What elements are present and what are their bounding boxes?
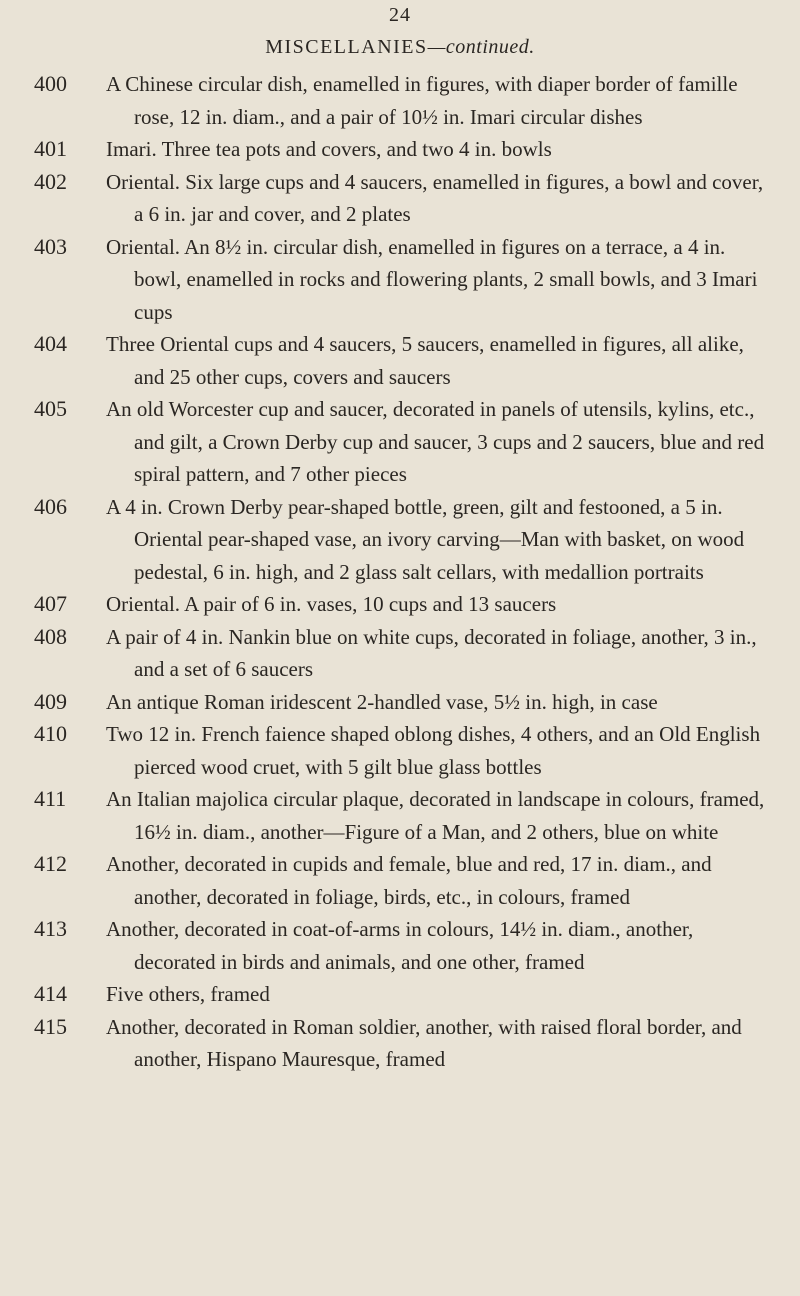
lot-number: 405 (34, 396, 67, 421)
lot-number: 406 (34, 493, 67, 519)
lot-entry (0, 848, 800, 913)
lot-number: 411 (34, 786, 67, 811)
lot-description: An Italian majolica circular plaque, decorated in landscape in colours, framed, 16½ in. diam., another—Figure of a Man, and 2 others, blue on white (106, 787, 765, 844)
lot-entry (0, 491, 800, 589)
lot-description: A 4 in. Crown Derby pear-shaped bottle, green, gilt and festooned, a 5 in. Oriental pear-shaped vase, an ivory carving—Man with basket, on wood pedestal, 6 in. high, and 2 glass salt cellars, with medallion portraits (106, 494, 745, 584)
lot-entry (0, 133, 800, 166)
heading-continued: —continued. (427, 36, 535, 58)
lot-description: Oriental. A pair of 6 in. vases, 10 cups and 13 saucers (106, 592, 557, 616)
lot-number: 401 (34, 136, 67, 161)
lot-description: A pair of 4 in. Nankin blue on white cups, decorated in foliage, another, 3 in., and a set of 6 saucers (106, 624, 757, 681)
lot-number: 410 (34, 721, 67, 746)
lot-number: 409 (34, 688, 67, 714)
lot-description: A Chinese circular dish, enamelled in figures, with diaper border of famille rose, 12 in. diam., and a pair of 10½ in. Imari circular dishes (106, 72, 738, 129)
lot-entry (0, 783, 800, 848)
lot-entry (0, 328, 800, 393)
lot-description: Three Oriental cups and 4 saucers, 5 saucers, enamelled in figures, all alike, and 25 other cups, covers and saucers (106, 332, 744, 389)
lot-number: 414 (34, 981, 67, 1006)
lot-number: 402 (34, 168, 67, 194)
lot-entry (0, 231, 800, 329)
lot-number: 400 (34, 71, 67, 96)
lot-description: Another, decorated in Roman soldier, another, with raised floral border, and another, Hispano Mauresque, framed (106, 1014, 742, 1071)
lot-number: 407 (34, 591, 67, 616)
lot-entry (0, 588, 800, 621)
lot-entry (0, 393, 800, 491)
lot-number: 408 (34, 623, 67, 649)
lot-entry (0, 68, 800, 133)
lot-entry (0, 718, 800, 783)
lot-description: Five others, framed (106, 982, 270, 1006)
lot-description: Another, decorated in cupids and female, blue and red, 17 in. diam., and another, decorated in foliage, birds, etc., in colours, framed (106, 852, 712, 909)
lot-entry (0, 1011, 800, 1076)
lot-entry (0, 686, 800, 719)
lot-number: 412 (34, 851, 67, 876)
lot-description: Oriental. An 8½ in. circular dish, enamelled in figures on a terrace, a 4 in. bowl, enamelled in rocks and flowering plants, 2 small bowls, and 3 Imari cups (106, 234, 758, 324)
lot-entry (0, 978, 800, 1011)
lot-description: An old Worcester cup and saucer, decorated in panels of utensils, kylins, etc., and gilt, a Crown Derby cup and saucer, 3 cups and 2 saucers, blue and red spiral pattern, and 7 other pieces (106, 397, 765, 486)
lot-number: 403 (34, 233, 67, 259)
section-heading (0, 36, 800, 59)
lot-description: Two 12 in. French faience shaped oblong dishes, 4 others, and an Old English pierced wood cruet, with 5 gilt blue glass bottles (106, 722, 761, 779)
lot-entry (0, 621, 800, 686)
lot-description: Another, decorated in coat-of-arms in colours, 14½ in. diam., another, decorated in birds and animals, and one other, framed (106, 917, 694, 974)
lot-description: An antique Roman iridescent 2-handled vase, 5½ in. high, in case (106, 689, 658, 714)
lot-entry (0, 166, 800, 231)
lot-description: Imari. Three tea pots and covers, and two 4 in. bowls (106, 137, 552, 161)
lot-description: Oriental. Six large cups and 4 saucers, enamelled in figures, a bowl and cover, a 6 in. jar and cover, and 2 plates (106, 169, 764, 226)
lot-number: 413 (34, 916, 67, 941)
lot-number: 404 (34, 331, 67, 356)
lot-list (0, 68, 800, 1076)
page-number: 24 (389, 4, 411, 26)
heading-main: MISCELLANIES (265, 36, 428, 58)
lot-number: 415 (34, 1013, 67, 1039)
lot-entry (0, 913, 800, 978)
